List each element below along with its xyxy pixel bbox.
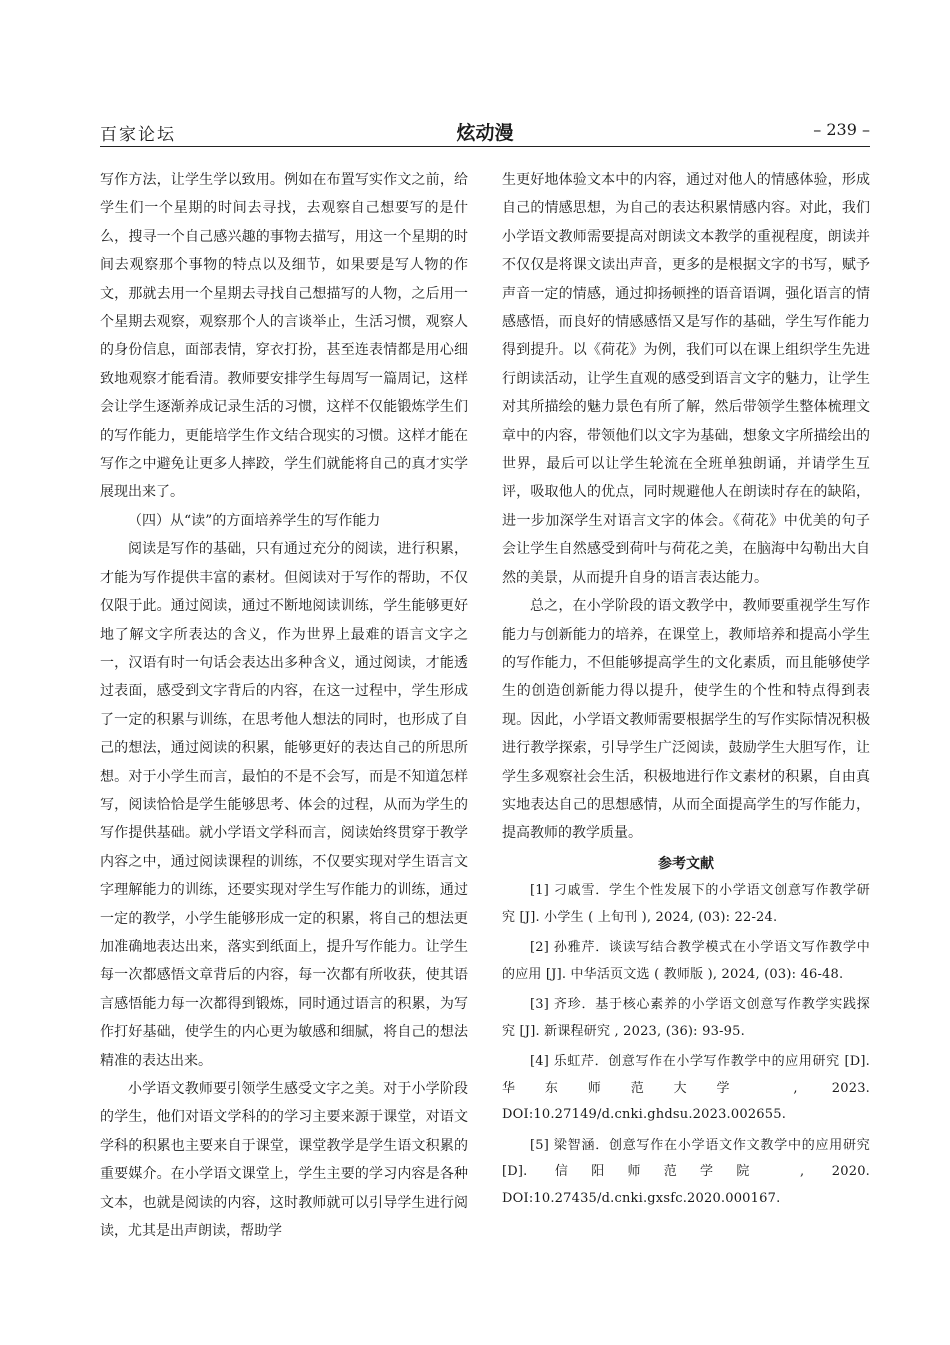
reference-item: [3] 齐珍．基于核心素养的小学语文创意写作教学实践探究 [J]. 新课程研究 , 2023, (36): 93-95. [502, 997, 870, 1039]
journal-section: 百家论坛 [100, 125, 176, 145]
page-header [100, 118, 870, 148]
paragraph: 阅读是写作的基础，只有通过充分的阅读，进行积累，才能为写作提供丰富的素材。但阅读对于写作的帮助，不仅仅限于此。通过阅读，通过不断地阅读训练，学生能够更好地了解文字所表达的含义，作为世界上最难的语言文字之一，汉语有时一句话会表达出多种含义，通过阅读，才能透过表面，感受到文字背后的内容，在这一过程中，学生形成了一定的积累与训练，在思考他人想法的同时，也形成了自己的想法，通过阅读的积累，能够更好的表达自己的所思所想。对于小学生而言，最怕的不是不会写，而是不知道怎样写，阅读恰恰是学生能够思考、体会的过程，从而为学生的写作提供基础。就小学语文学科而言，阅读始终贯穿于教学内容之中，通过阅读课程的训练，不仅要实现对学生语言文字理解能力的训练，还要实现对学生写作能力的训练，通过一定的教学，小学生能够形成一定的积累，将自己的想法更加准确地表达出来，落实到纸面上，提升写作能力。让学生每一次都感悟文章背后的内容，每一次都有所收获，使其语言感悟能力每一次都得到锻炼，同时通过语言的积累，为写作打好基础，使学生的内心更为敏感和细腻，将自己的想法精准的表达出来。 [100, 541, 468, 1069]
header-rule [100, 146, 870, 147]
paragraph: 生更好地体验文本中的内容，通过对他人的情感体验，形成自己的情感思想，为自己的表达积累情感内容。对此，我们小学语文教师需要提高对朗读文本教学的重视程度，朗读并不仅仅是将课文读出声音，更多的是根据文字的书写，赋予声音一定的情感，通过抑扬顿挫的语音语调，强化语言的情感感悟，而良好的情感感悟又是写作的基础，学生写作能力得到提升。以《荷花》为例，我们可以在课上组织学生先进行朗读活动，让学生直观的感受到语言文字的魅力，让学生对其所描绘的魅力景色有所了解，然后带领学生整体梳理文章中的内容，带领他们以文字为基础，想象文字所描绘出的世界，最后可以让学生轮流在全班单独朗诵，并请学生互评，吸取他人的优点，同时规避他人在朗读时存在的缺陷，进一步加深学生对语言文字的体会。《荷花》中优美的句子会让学生自然感受到荷叶与荷花之美，在脑海中勾勒出大自然的美景，从而提升自身的语言表达能力。 [502, 172, 870, 586]
reference-item: [4] 乐虹芹．创意写作在小学写作教学中的应用研究 [D]. 华东师范大学 , 2023. DOI:10.27149/d.cnki.ghdsu.2023.002655. [502, 1054, 870, 1123]
journal-title: 炫动漫 [456, 122, 514, 144]
reference-item: [1] 刁戚雪．学生个性发展下的小学语文创意写作教学研究 [J]. 小学生 ( 上旬刊 ), 2024, (03): 22-24. [502, 883, 870, 925]
right-column [502, 166, 870, 1216]
page-number: – 239 – [813, 120, 870, 139]
paragraph: 总之，在小学阶段的语文教学中，教师要重视学生写作能力与创新能力的培养，在课堂上，教师培养和提高小学生的写作能力，不但能够提高学生的文化素质，而且能够使学生的创造创新能力得以提升，使学生的个性和特点得到表现。因此，小学语文教师需要根据学生的写作实际情况积极进行教学探索，引导学生广泛阅读，鼓励学生大胆写作，让学生多观察社会生活，积极地进行作文素材的积累，自由真实地表达自己的思想感情，从而全面提高学生的写作能力，提高教师的教学质量。 [502, 598, 870, 842]
references-heading: 参考文献 [658, 855, 714, 872]
paragraph: 小学语文教师要引领学生感受文字之美。对于小学阶段的学生，他们对语文学科的的学习主要来源于课堂，对语文学科的积累也主要来自于课堂，课堂教学是学生语文积累的重要媒介。在小学语文课堂上，学生主要的学习内容是各种文本，也就是阅读的内容，这时教师就可以引导学生进行阅读，尤其是出声朗读，帮助学 [100, 1081, 468, 1240]
reference-item: [5] 梁智涵．创意写作在小学语文作文教学中的应用研究 [D]. 信阳师范学院 , 2020. DOI:10.27435/d.cnki.gxsfc.2020.000167. [502, 1137, 870, 1206]
paragraph: 写作方法，让学生学以致用。例如在布置写实作文之前，给学生们一个星期的时间去寻找，去观察自己想要写的是什么，搜寻一个自己感兴趣的事物去描写，用这一个星期的时间去观察那个事物的特点以及细节，如果要是写人物的作文，那就去用一个星期去寻找自己想描写的人物，之后用一个星期去观察，观察那个人的言谈举止，生活习惯，观察人的身份信息，面部表情，穿衣打扮，甚至连表情都是用心细致地观察才能看清。教师要安排学生每周写一篇周记，这样会让学生逐渐养成记录生活的习惯，这样不仅能锻炼学生们的写作能力，更能培学生作文结合现实的习惯。这样才能在写作之中避免让更多人摔跤，学生们就能将自己的真才实学展现出来了。 [100, 172, 468, 501]
section-heading: （四）从“读”的方面培养学生的写作能力 [128, 512, 381, 529]
reference-item: [2] 孙雅芹．谈读写结合教学模式在小学语文写作教学中的应用 [J]. 中华活页文选 ( 教师版 ), 2024, (03): 46-48. [502, 940, 870, 982]
left-column [100, 166, 468, 1245]
